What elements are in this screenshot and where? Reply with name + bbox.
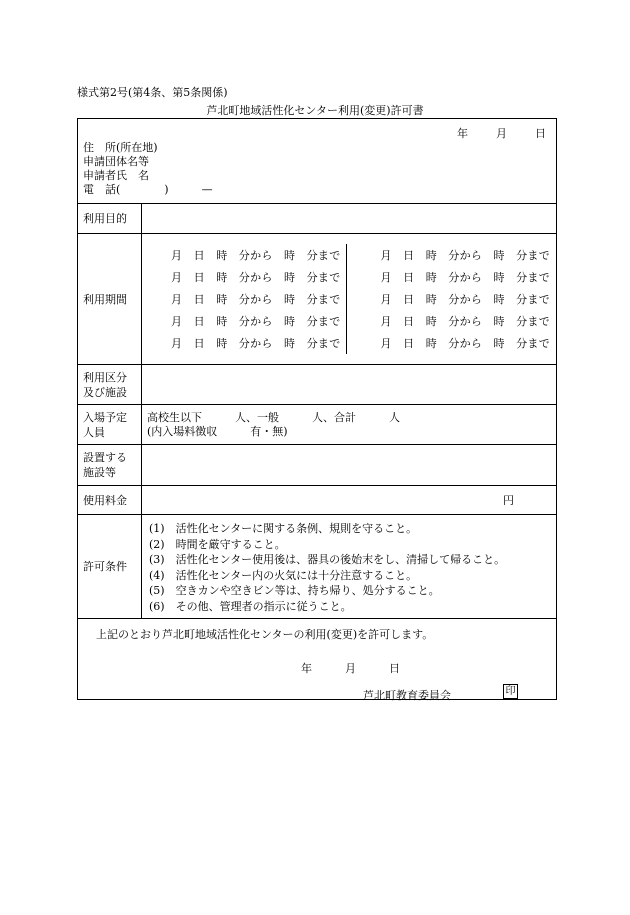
condition-item: (5) 空きカンや空きビン等は、持ち帰り、処分すること。 — [149, 584, 440, 597]
permit-date: 年 月 日 — [301, 662, 400, 675]
permit-statement: 上記のとおり芦北町地域活性化センターの利用(変更)を許可します。 — [96, 628, 434, 641]
period-row: 月 日 時 分から 時 分まで — [171, 293, 341, 306]
date-day-label: 日 — [535, 127, 546, 140]
issuer-name: 芦北町教育委員会 — [363, 689, 451, 702]
purpose-label: 利用目的 — [78, 204, 142, 234]
attendance-label: 入場予定 人員 — [78, 405, 142, 445]
condition-item: (4) 活性化センター内の火気には十分注意すること。 — [149, 568, 418, 582]
applicant-name-field: 申請者氏 名 — [83, 169, 149, 182]
conditions-label: 許可条件 — [78, 515, 142, 619]
period-label: 利用期間 — [78, 234, 142, 365]
condition-item: (2) 時間を厳守すること。 — [149, 537, 286, 551]
period-value — [142, 234, 557, 365]
period-row: 月 日 時 分から 時 分まで — [380, 293, 550, 306]
condition-item: (3) 活性化センター使用後は、器具の後始末をし、清掃して帰ること。 — [149, 553, 506, 566]
period-row: 月 日 時 分から 時 分まで — [380, 271, 550, 284]
document-title: 芦北町地域活性化センター利用(変更)許可書 — [206, 104, 424, 117]
group-name-field: 申請団体名等 — [83, 155, 149, 168]
applicant-fields — [83, 141, 213, 197]
installed-facilities-label: 設置する 施設等 — [78, 445, 142, 486]
period-row: 月 日 時 分から 時 分まで — [380, 337, 550, 350]
purpose-value — [142, 204, 557, 234]
admission-fee-note: (内入場料徴収 有・無) — [147, 424, 288, 438]
date-year-label: 年 — [457, 127, 468, 140]
phone-field: 電 話( ) — — [83, 183, 213, 196]
period-row: 月 日 時 分から 時 分まで — [171, 249, 341, 262]
period-row: 月 日 時 分から 時 分まで — [171, 271, 341, 284]
seal-mark: 印 — [503, 684, 518, 699]
period-column-right — [347, 244, 551, 354]
condition-item: (1) 活性化センターに関する条例、規則を守ること。 — [149, 522, 418, 535]
condition-item: (6) その他、管理者の指示に従うこと。 — [149, 599, 352, 613]
form-number: 様式第2号(第4条、第5条関係) — [77, 86, 228, 99]
attendance-value — [142, 405, 557, 445]
category-label: 利用区分 及び施設 — [78, 365, 142, 405]
conditions-list — [142, 515, 557, 619]
period-row: 月 日 時 分から 時 分まで — [171, 315, 341, 328]
permit-footer — [78, 619, 557, 700]
address-field: 住 所(所在地) — [83, 141, 158, 154]
date-month-label: 月 — [496, 127, 507, 140]
application-date — [457, 125, 546, 141]
permit-form-table — [77, 118, 557, 700]
fee-value — [142, 486, 557, 515]
fee-label: 使用料金 — [78, 486, 142, 515]
period-row: 月 日 時 分から 時 分まで — [380, 249, 550, 262]
applicant-section — [78, 119, 557, 204]
category-value — [142, 365, 557, 405]
attendance-counts: 高校生以下 人、一般 人、合計 人 — [147, 410, 400, 424]
installed-facilities-value — [142, 445, 557, 486]
period-row: 月 日 時 分から 時 分まで — [171, 337, 341, 350]
yen-unit: 円 — [503, 494, 514, 507]
period-row: 月 日 時 分から 時 分まで — [380, 315, 550, 328]
period-column-left — [142, 244, 347, 354]
